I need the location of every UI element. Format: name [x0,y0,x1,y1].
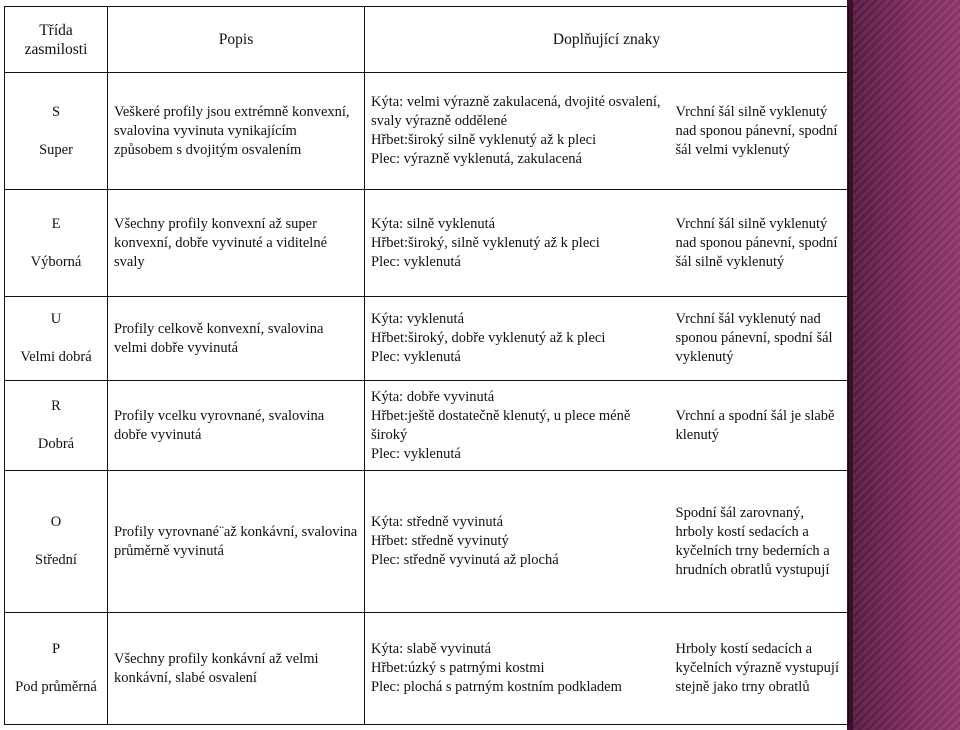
sign-line: Kýta: středně vyvinutá [371,514,504,530]
class-cell [5,297,108,381]
class-cell [5,190,108,297]
header-description: Popis [108,7,365,73]
class-name: Velmi dobrá [20,349,92,365]
sign-line: Hřbet:široký silně vyklenutý až k pleci [371,132,597,148]
carcass-classification-table [4,6,849,725]
sign-line: Kýta: silně vyklenutá [371,215,496,232]
class-name: Střední [35,552,77,568]
table-row [5,190,849,297]
description-cell: Profily vcelku vyrovnané, svalovina dobře vyvinutá [108,381,365,471]
class-cell [5,73,108,190]
extra-cell: Vrchní šál silně vyklenutý nad sponou pánevní, spodní šál silně vyklenutý [670,190,849,297]
table-row [5,297,849,381]
signs-cell [365,297,670,381]
extra-cell: Hrboly kostí sedacích a kyčelních výrazně vystupují stejně jako trny obratlů [670,613,849,725]
sign-line: Plec: vyklenutá [371,349,461,365]
class-name: Super [39,141,73,158]
class-code: P [51,641,61,657]
class-name: Výborná [30,253,82,270]
class-cell [5,471,108,613]
signs-cell [365,190,670,297]
sign-line: Plec: středně vyvinutá až plochá [371,552,559,568]
sign-line: Kýta: velmi výrazně zakulacená, dvojité osvalení, svaly výrazně oddělené [371,94,661,129]
sign-line: Hřbet:úzký s patrnými kostmi [371,660,545,676]
table-row [5,613,849,725]
sign-line: Kýta: dobře vyvinutá [371,388,495,405]
sign-line: Hřbet: středně vyvinutý [371,533,509,549]
description-cell: Profily vyrovnané¨až konkávní, svalovina průměrně vyvinutá [108,471,365,613]
class-cell [5,381,108,471]
extra-cell: Vrchní šál silně vyklenutý nad sponou pánevní, spodní šál velmi vyklenutý [670,73,849,190]
class-code: S [51,103,61,120]
description-cell: Profily celkově konvexní, svalovina velmi dobře vyvinutá [108,297,365,381]
sign-line: Plec: plochá s patrným kostním podkladem [371,679,622,695]
header-signs: Doplňující znaky [365,7,849,73]
signs-cell [365,613,670,725]
extra-cell: Vrchní šál vyklenutý nad sponou pánevní, spodní šál vyklenutý [670,297,849,381]
description-cell: Veškeré profily jsou extrémně konvexní, svalovina vyvinuta vynikajícím způsobem s dvojitým osvalením [108,73,365,190]
sign-line: Hřbet:široký, silně vyklenutý až k pleci [371,234,600,251]
signs-cell [365,471,670,613]
table-row [5,73,849,190]
sign-line: Plec: vyklenutá [371,445,461,462]
sign-line: Hřbet:široký, dobře vyklenutý až k pleci [371,330,606,346]
class-code: O [50,514,62,530]
sign-line: Plec: výrazně vyklenutá, zakulacená [371,151,582,167]
description-cell: Všechny profily konkávní až velmi konkávní, slabé osvalení [108,613,365,725]
class-cell [5,613,108,725]
class-name: Pod průměrná [15,679,97,695]
class-name: Dobrá [37,436,75,452]
sign-line: Hřbet:ještě dostatečně klenutý, u plece méně široký [371,407,631,443]
signs-cell [365,73,670,190]
extra-cell: Vrchní a spodní šál je slabě klenutý [670,381,849,471]
table-row [5,471,849,613]
decorative-side-panel [853,0,960,730]
signs-cell [365,381,670,471]
sign-line: Plec: vyklenutá [371,253,461,270]
table-header-row [5,7,849,73]
header-class: Třída zasmilosti [5,7,108,73]
class-code: E [51,215,61,232]
description-cell: Všechny profily konvexní až super konvexní, dobře vyvinuté a viditelné svaly [108,190,365,297]
class-code: R [51,398,61,414]
extra-cell: Spodní šál zarovnaný, hrboly kostí sedacích a kyčelních trny bederních a hrudních obratlů vystupují [670,471,849,613]
sign-line: Kýta: slabě vyvinutá [371,641,492,657]
class-code: U [50,311,62,327]
sign-line: Kýta: vyklenutá [371,311,465,327]
table-row [5,381,849,471]
